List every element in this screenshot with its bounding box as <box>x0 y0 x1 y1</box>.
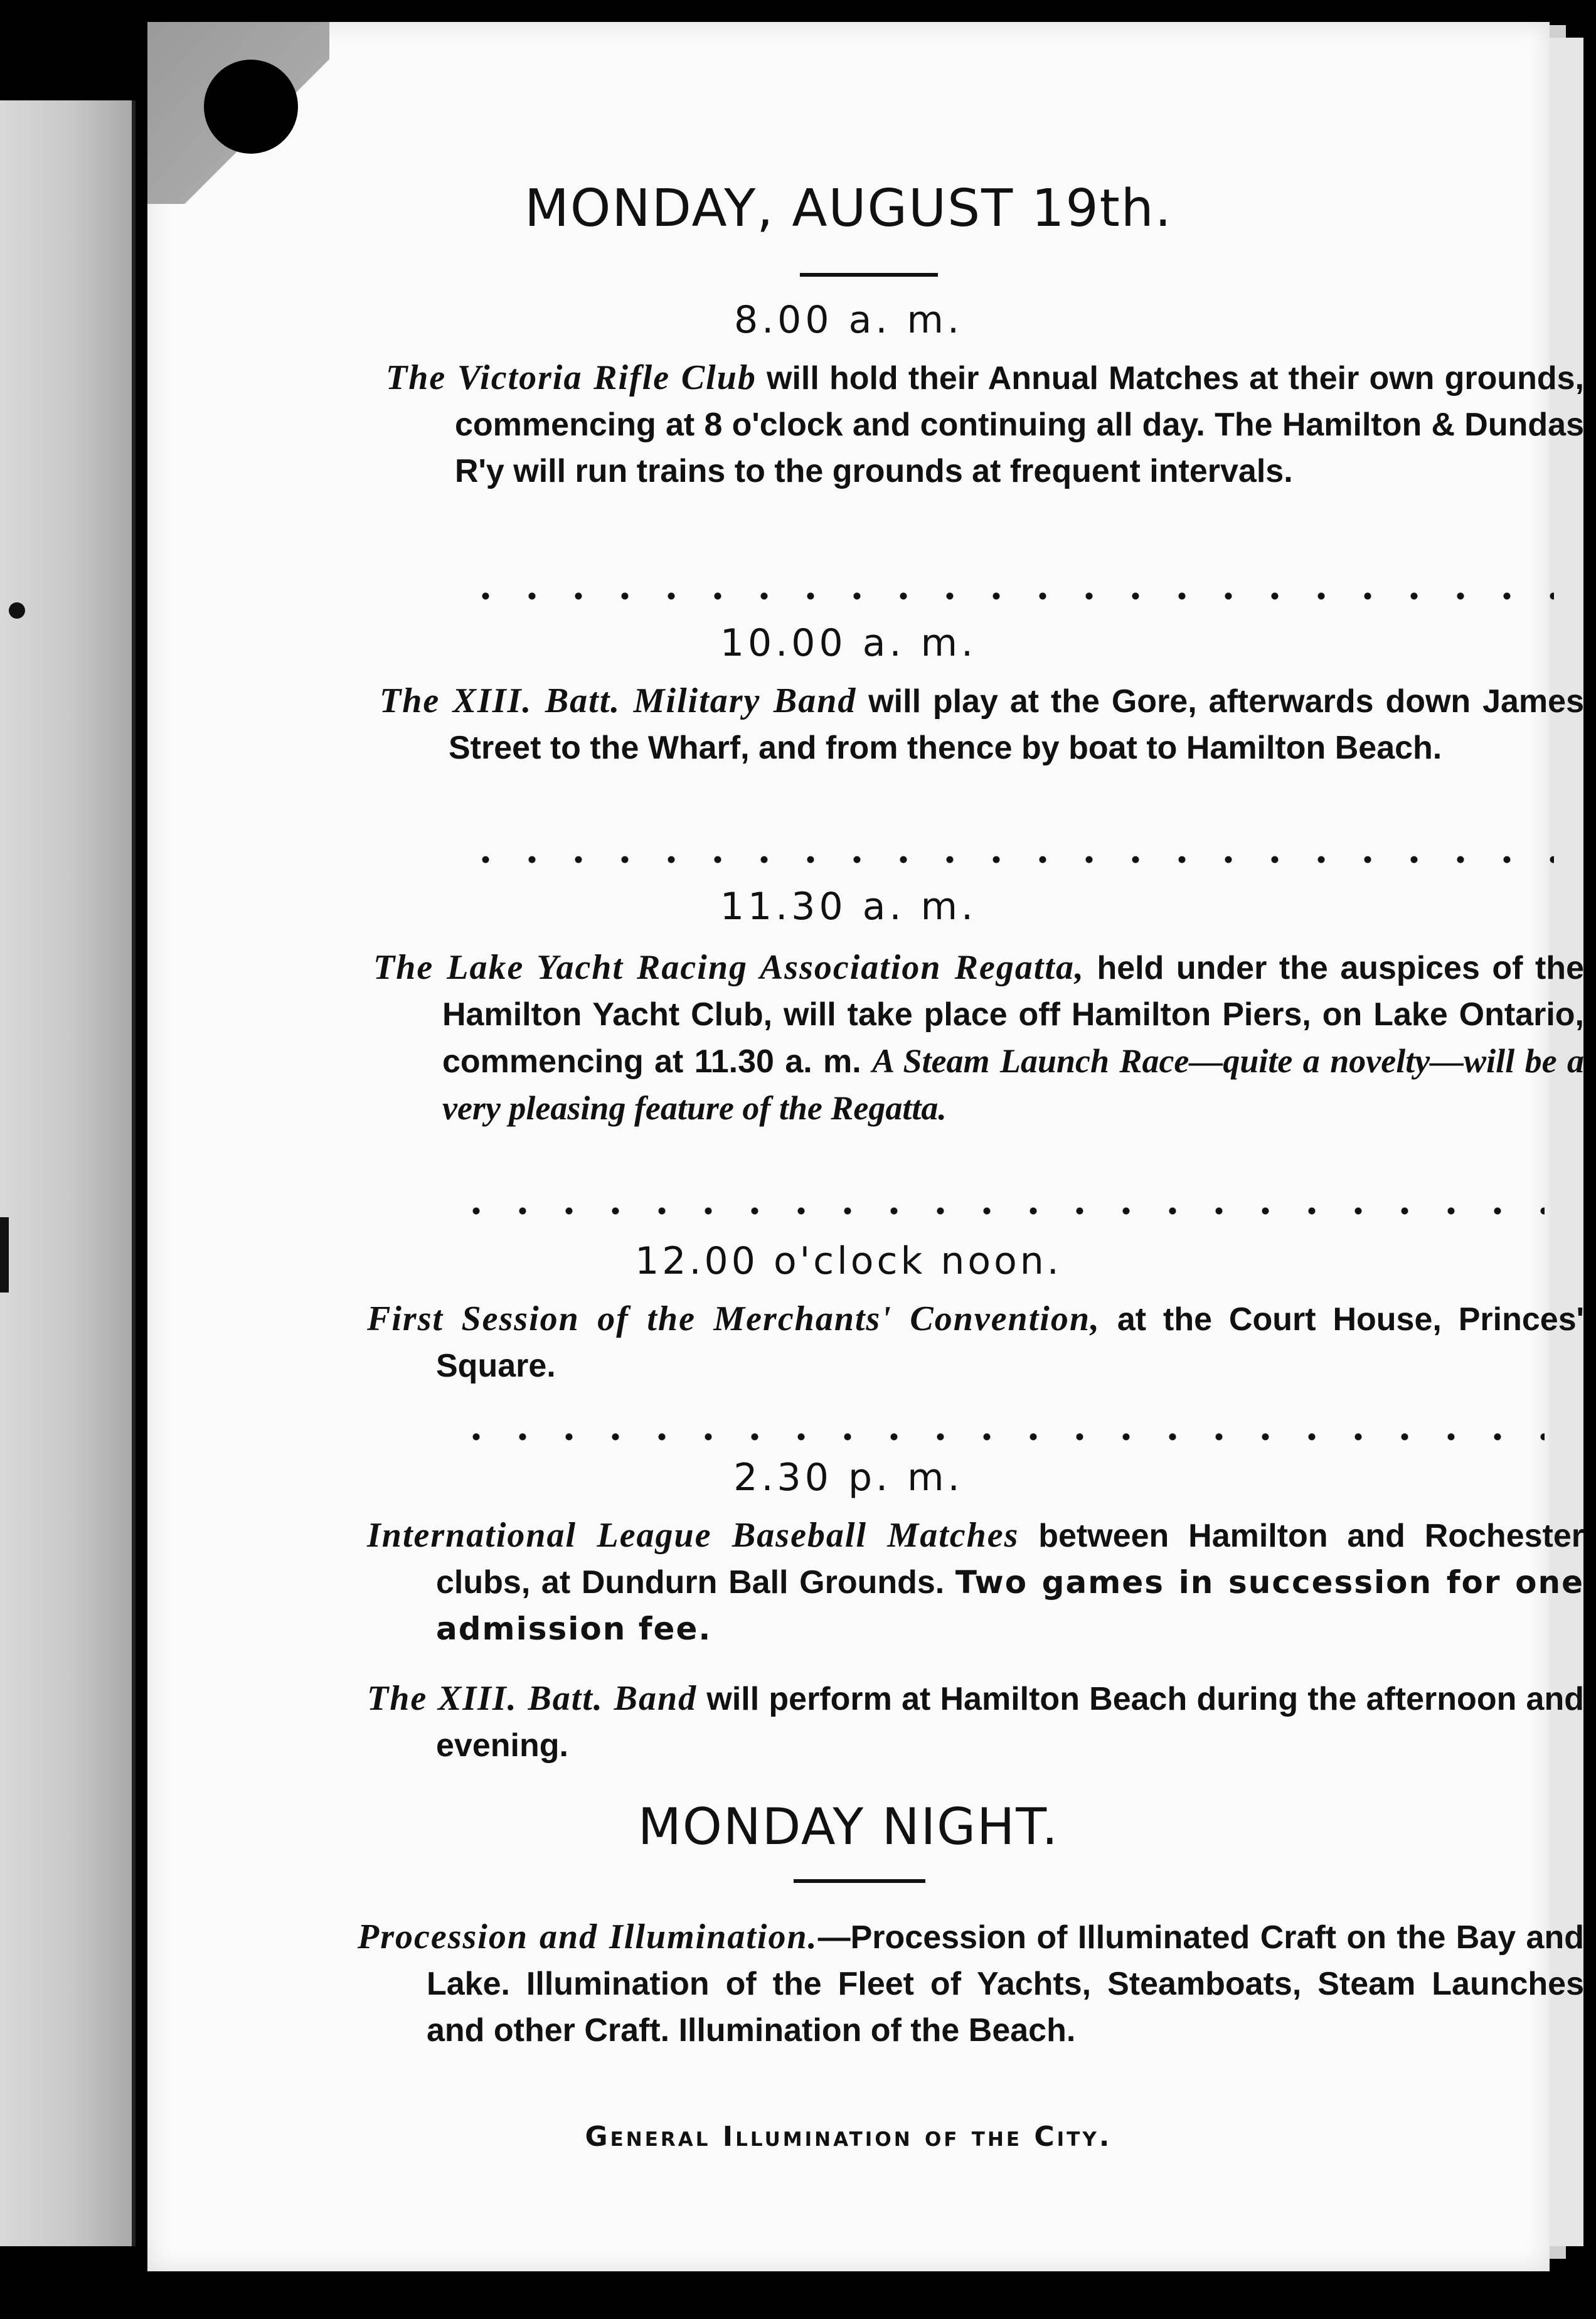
event-lead: The Lake Yacht Racing Association Regatta, <box>373 948 1085 987</box>
procession-lead: Procession and Illumination. <box>358 1917 818 1956</box>
event-description <box>386 355 1584 494</box>
page-title: MONDAY, AUGUST 19th. <box>524 179 1173 238</box>
event-text: between Hamilton and Rochester clubs, at Dundurn Ball Grounds. <box>436 1518 1585 1601</box>
dotted-separator <box>462 590 1554 602</box>
event-emphasis: Two games in succession for one admission fee. <box>436 1564 1584 1647</box>
back-page-bracket <box>0 1217 9 1293</box>
title-rule <box>800 273 938 277</box>
event-text: will play at the Gore, afterwards down James Street to the Wharf, and from thence by boat to Hamilton Beach. <box>449 683 1584 766</box>
band-note <box>367 1675 1584 1769</box>
procession-description <box>358 1914 1584 2054</box>
event-lead: The Victoria Rifle Club <box>386 358 757 397</box>
event-time: 10.00 a. m. <box>720 621 977 665</box>
night-title: MONDAY NIGHT. <box>637 1798 1060 1856</box>
back-page-mark <box>9 602 25 619</box>
dotted-separator <box>453 1431 1545 1443</box>
punch-hole <box>204 60 298 154</box>
program-page <box>147 22 1585 2271</box>
band-note-text: will perform at Hamilton Beach during the afternoon and evening. <box>436 1681 1585 1764</box>
footer-line: General Illumination of the City. <box>585 2121 1112 2153</box>
dotted-separator <box>453 1205 1545 1217</box>
event-text: will hold their Annual Matches at their own grounds, commencing at 8 o'clock and continuing all day. The Hamilton & Dundas R'y will run trains to the grounds at frequent intervals. <box>455 360 1584 489</box>
event-lead: International League Baseball Matches <box>367 1516 1019 1555</box>
event-time: 8.00 a. m. <box>733 298 964 342</box>
back-page <box>0 100 136 2246</box>
band-note-lead: The XIII. Batt. Band <box>367 1679 698 1718</box>
event-description <box>367 1296 1584 1389</box>
event-text: held under the auspices of the Hamilton Yacht Club, will take place off Hamilton Piers, on Lake Ontario, commencing at 11.30 a. m. <box>442 950 1584 1080</box>
event-italic-note: A Steam Launch Race—quite a novelty—will be a very pleasing feature of the Regatta. <box>442 1042 1584 1127</box>
event-description <box>373 944 1584 1132</box>
event-description <box>380 678 1584 771</box>
event-text: at the Court House, Princes' Square. <box>436 1301 1584 1384</box>
night-rule <box>794 1879 925 1883</box>
event-description <box>367 1512 1584 1652</box>
event-time: 11.30 a. m. <box>720 885 977 929</box>
event-time: 12.00 o'clock noon. <box>635 1239 1062 1283</box>
event-lead: First Session of the Merchants' Convention, <box>367 1299 1100 1338</box>
procession-text: —Procession of Illuminated Craft on the Bay and Lake. Illumination of the Fleet of Yachts, Steamboats, Steam Launches and other Craft. Illumination of the Beach. <box>427 1919 1584 2049</box>
event-time: 2.30 p. m. <box>733 1456 964 1500</box>
event-lead: The XIII. Batt. Military Band <box>380 681 857 720</box>
dotted-separator <box>462 853 1554 866</box>
